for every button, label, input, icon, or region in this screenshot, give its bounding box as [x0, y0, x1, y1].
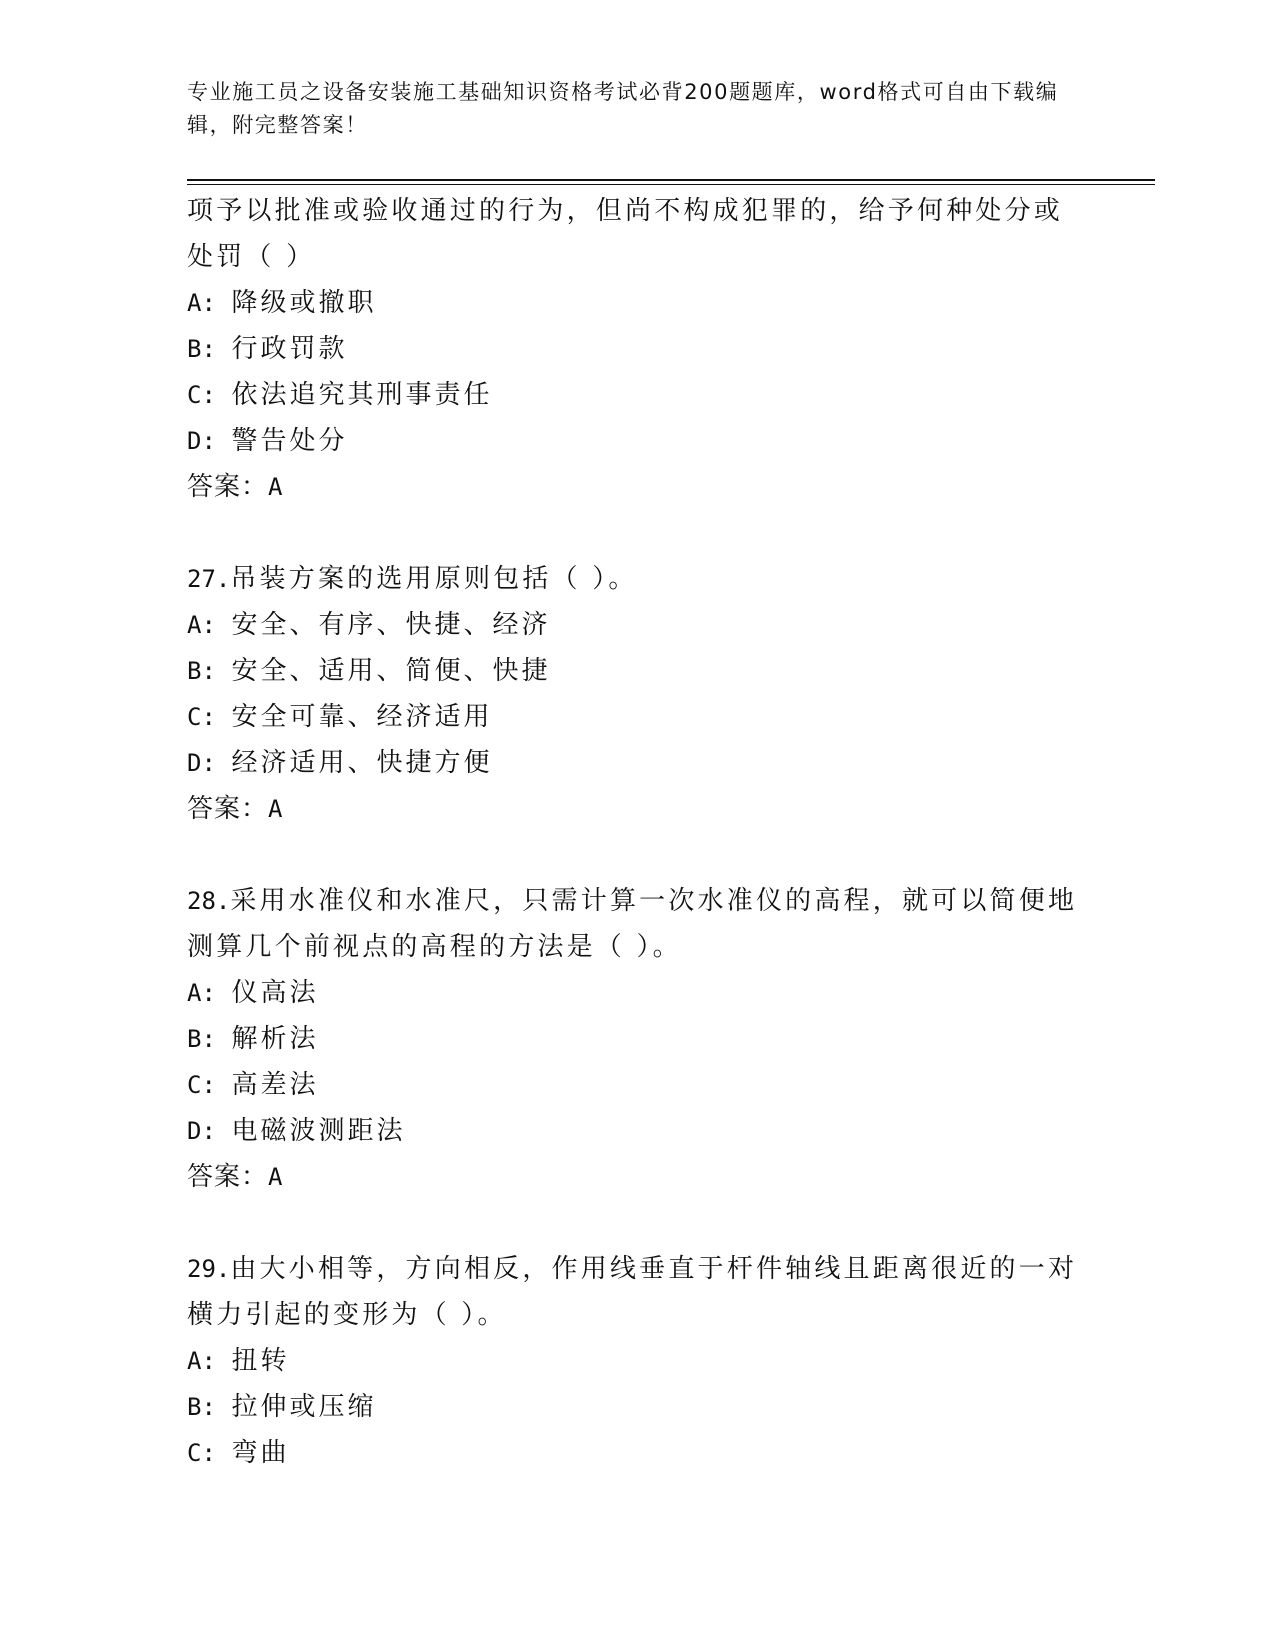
answer-line: 答案：A: [187, 472, 284, 502]
option-d: D: 警告处分: [187, 426, 348, 456]
option-c: C: 高差法: [187, 1070, 319, 1100]
option-a: A: 仪高法: [187, 978, 319, 1008]
option-a: A: 安全、有序、快捷、经济: [187, 610, 551, 640]
option-c: C: 依法追究其刑事责任: [187, 380, 493, 410]
option-b: B: 拉伸或压缩: [187, 1392, 377, 1422]
option-a: A: 扭转: [187, 1346, 290, 1376]
header-title: 专业施工员之设备安装施工基础知识资格考试必背200题题库，word格式可自由下载编辑，附完整答案！: [187, 80, 1059, 137]
option-b: B: 行政罚款: [187, 334, 348, 364]
question-26: [187, 188, 1087, 510]
question-29: [187, 1246, 1087, 1476]
option-c: C: 安全可靠、经济适用: [187, 702, 493, 732]
question-list: [187, 188, 1087, 1476]
option-b: B: 解析法: [187, 1024, 319, 1054]
question-28: [187, 878, 1087, 1200]
spacer: [187, 510, 1087, 556]
header-divider-thin: [187, 184, 1155, 185]
question-text: 27.吊装方案的选用原则包括（ ）。: [187, 564, 638, 594]
option-b: B: 安全、适用、简便、快捷: [187, 656, 551, 686]
answer-line: 答案：A: [187, 794, 284, 824]
option-d: D: 电磁波测距法: [187, 1116, 406, 1146]
question-27: [187, 556, 1087, 832]
document-header: [187, 76, 1067, 142]
question-text: 28.采用水准仪和水准尺，只需计算一次水准仪的高程，就可以简便地测算几个前视点的高程的方法是（ ）。: [187, 886, 1078, 962]
option-d: D: 经济适用、快捷方便: [187, 748, 493, 778]
option-a: A: 降级或撤职: [187, 288, 377, 318]
spacer: [187, 1200, 1087, 1246]
header-divider-thick: [187, 179, 1155, 181]
question-text: 29.由大小相等，方向相反，作用线垂直于杆件轴线且距离很近的一对横力引起的变形为（ ）。: [187, 1254, 1078, 1330]
answer-line: 答案：A: [187, 1162, 284, 1192]
question-text: 项予以批准或验收通过的行为，但尚不构成犯罪的，给予何种处分或处罚（ ）: [187, 196, 1064, 272]
spacer: [187, 832, 1087, 878]
option-c: C: 弯曲: [187, 1438, 290, 1468]
